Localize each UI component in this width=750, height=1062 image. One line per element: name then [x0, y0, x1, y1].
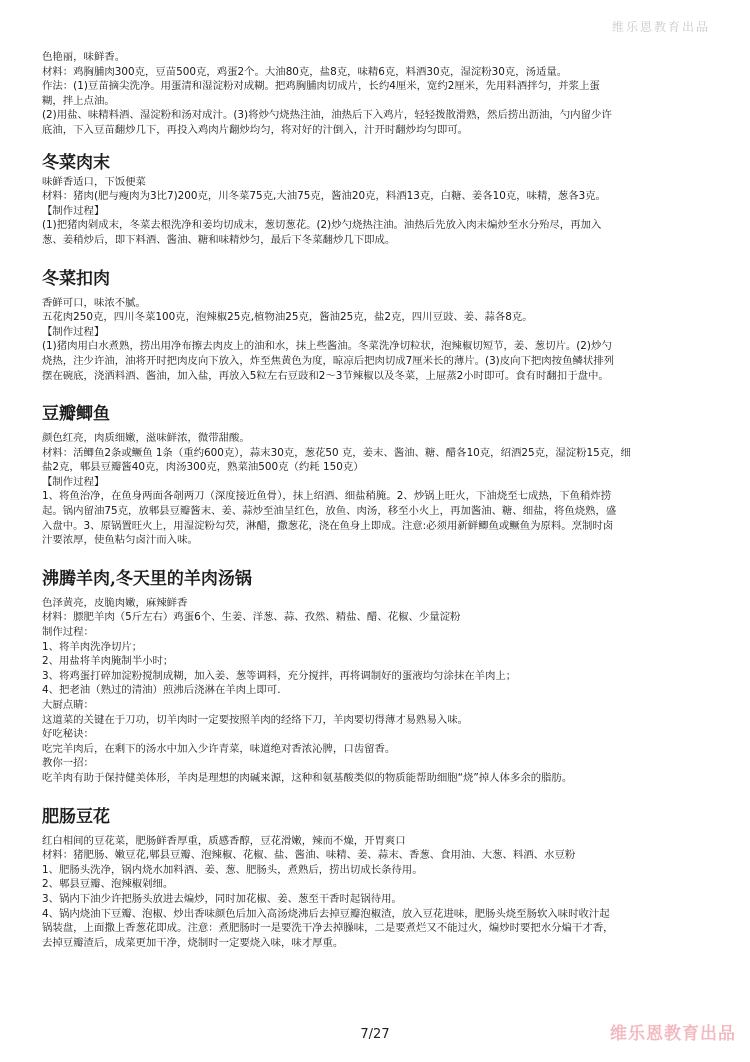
- recipe-line: 摆在碗底，浇洒料酒、酱油，加入盐，再放入5粒左右豆豉和2～3节辣椒以及冬菜，上屉蒸2小时即可。食有时翻扣于盘中。: [42, 369, 609, 382]
- recipe-line: (1)猪肉用白水煮熟，捞出用净布擦去肉皮上的油和水，抹上些酱油。冬菜洗净切粒状，泡辣椒切短节，姜、葱切片。(2)炒勺: [42, 340, 612, 353]
- recipe-line: 颜色红亮，肉质细嫩，滋味鲜浓，微带甜酸。: [42, 432, 250, 445]
- recipe-line: 烧热，注少许油，油将开时把肉皮向下放入，炸至焦黄色为度，晾凉后把肉切成7厘米长的薄片。(3)皮向下把肉按鱼鳞状排列: [42, 354, 615, 367]
- recipe-line: 起。锅内留油75克，放郫县豆瓣酱末、姜、蒜炒至油呈红色，放鱼、肉汤，移至小火上，再加酱油、糖、细盐，将鱼烧熟，盛: [42, 505, 617, 518]
- document-body: [42, 50, 712, 950]
- recipe-line: 汁要浓厚，使鱼粘匀卤汁而入味。: [42, 534, 198, 547]
- recipe-line: 去掉豆瓣渣后，成菜更加干净，烧制时一定要烧入味，味才厚重。: [42, 936, 344, 949]
- recipe-line: 制作过程：: [42, 626, 94, 639]
- recipe-line: 材料：猪肥肠、嫩豆花,郫县豆瓣、泡辣椒、花椒、盐、酱油、味精、姜、蒜末、香葱、食用油、大葱、料酒、水豆粉: [42, 849, 576, 862]
- recipe-line: 这道菜的关键在于刀功，切羊肉时一定要按照羊肉的经络下刀，羊肉要切得薄才易熟易入味。: [42, 713, 469, 726]
- watermark-bottom: 维乐恩教育出品: [610, 1024, 736, 1044]
- intro-paragraph: [42, 50, 712, 138]
- recipe-section-dongcai-kourou: [42, 267, 712, 384]
- recipe-title: 沸腾羊肉,冬天里的羊肉汤锅: [42, 568, 252, 589]
- recipe-line: 五花肉250克，四川冬菜100克，泡辣椒25克,植物油25克，酱油25克，盐2克，四川豆豉、姜、蒜各8克。: [42, 311, 533, 324]
- recipe-line: 3、将鸡蛋打碎加淀粉搅制成糊，加入姜、葱等调料，充分搅拌，再将调制好的蛋液均匀涂抹在羊肉上；: [42, 669, 517, 682]
- intro-line: (2)用盐、味精料酒、湿淀粉和汤对成汁。(3)将炒勺烧热注油，油热后下入鸡片，轻轻拨散滑熟，然后捞出沥油，勺内留少许: [42, 109, 612, 122]
- recipe-line: 入盘中。3、原锅置旺火上，用湿淀粉勾芡，淋醋，撒葱花，浇在鱼身上即成。注意:必须用新鲜鲫鱼或鳜鱼为原料。烹制时卤: [42, 519, 614, 532]
- recipe-line: 红白相间的豆花菜，肥肠鲜香厚重，质感香醇，豆花滑嫩，辣而不燥，开胃爽口: [42, 834, 406, 847]
- recipe-line: 教你一招：: [42, 757, 94, 770]
- recipe-line: 1、将羊肉洗净切片；: [42, 640, 143, 653]
- recipe-line: 吃羊肉有助于保持健美体形，羊肉是理想的肉碱来源，这种和氨基酸类似的物质能帮助细胞“烧”掉人体多余的脂肪。: [42, 771, 573, 784]
- recipe-title: 肥肠豆花: [42, 806, 110, 827]
- watermark-top: 维乐恩教育出品: [611, 20, 710, 34]
- recipe-section-douban-jiyu: [42, 402, 712, 548]
- recipe-line: 3、锅内下油少许把肠头放进去煸炒，同时加花椒、姜、葱至干香时起锅待用。: [42, 892, 402, 905]
- recipe-title: 冬菜肉末: [42, 152, 110, 173]
- recipe-line: 1、将鱼治净，在鱼身两面各剞两刀（深度接近鱼骨），抹上绍酒、细盐稍腌。2、炒锅上旺火，下油烧至七成热，下鱼稍炸捞: [42, 490, 612, 503]
- intro-line: 材料：鸡胸脯肉300克，豆苗500克，鸡蛋2个。大油80克，盐8克，味精6克，料酒30克，湿淀粉30克，汤适量。: [42, 65, 568, 78]
- recipe-line: 2、郫县豆瓣、泡辣椒剁细。: [42, 878, 174, 891]
- recipe-line: 【制作过程】: [42, 325, 105, 338]
- recipe-line: 2、用盐将羊肉腌制半小时；: [42, 655, 174, 668]
- recipe-title: 豆瓣鲫鱼: [42, 404, 110, 425]
- intro-line: 色艳丽，味鲜香。: [42, 51, 126, 63]
- recipe-line: 4、把老油（熟过的清油）煎沸后浇淋在羊肉上即可.: [42, 684, 281, 697]
- recipe-line: 1、肥肠头洗净，锅内烧水加料酒、姜、葱、肥肠头，煮熟后，捞出切成长条待用。: [42, 863, 423, 876]
- recipe-line: 好吃秘诀：: [42, 728, 94, 741]
- recipe-line: 材料：活鲫鱼2条或鳜鱼 1条（重约600克），蒜末30克，葱花50 克，姜末、酱油、糖、醋各10克，绍酒25克，湿淀粉15克，细: [42, 446, 631, 459]
- recipe-line: 吃完羊肉后，在剩下的汤水中加入少许青菜，味道绝对香浓沁脾，口齿留香。: [42, 742, 396, 755]
- recipe-line: 葱、姜稍炒后，即下料酒、酱油、糖和味精炒匀，最后下冬菜翻炒几下即成。: [42, 233, 396, 246]
- intro-line: 糊，拌上点油。: [42, 94, 115, 107]
- recipe-line: 材料：膘肥羊肉（5斤左右）鸡蛋6个、生姜、洋葱、蒜、孜然、精盐、醋、花椒、少量淀粉: [42, 611, 461, 624]
- intro-line: 作法：(1)豆苗摘尖洗净。用蛋清和湿淀粉对成糊。把鸡胸脯肉切成片，长约4厘米，宽约2厘米，先用料酒拌匀，并浆上蛋: [42, 80, 600, 93]
- recipe-line: 【制作过程】: [42, 204, 105, 217]
- recipe-title: 冬菜扣肉: [42, 268, 110, 289]
- recipe-line: 大厨点睛：: [42, 699, 94, 711]
- recipe-section-dongcai-roumo: [42, 151, 712, 248]
- recipe-line: 味鲜香适口，下饭便菜: [42, 175, 146, 188]
- recipe-line: 盐2克，郫县豆瓣酱40克，肉汤300克，熟菜油500克（约耗 150克）: [42, 461, 364, 474]
- recipe-line: 材料：猪肉(肥与瘦肉为3比7)200克，川冬菜75克,大油75克，酱油20克，料酒13克，白糖、姜各10克，味精，葱各3克。: [42, 190, 606, 203]
- recipe-line: 香鲜可口，味浓不腻。: [42, 296, 146, 309]
- recipe-line: (1)把猪肉剁成末，冬菜去根洗净和姜均切成末，葱切葱花。(2)炒勺烧热注油。油热后先放入肉末煸炒至水分殆尽，再加入: [42, 219, 602, 232]
- recipe-line: 锅装盘，上面撒上香葱花即成。注意：煮肥肠时一是要洗干净去掉臊味，二是要煮烂又不能过火，煸炒时要把水分煸干才香，: [42, 922, 614, 935]
- intro-line: 底油，下入豆苗翻炒几下，再投入鸡肉片翻炒均匀，将对好的汁倒入，汁开时翻炒均匀即可。: [42, 123, 469, 136]
- recipe-section-feichang-douhua: [42, 805, 712, 951]
- recipe-line: 4、锅内烧油下豆瓣、泡椒、炒出香味颜色后加入高汤烧沸后去掉豆瓣泡椒渣，放入豆花进味，肥肠头烧至肠软入味时收汁起: [42, 907, 610, 920]
- page-number: 7/27: [360, 1027, 390, 1042]
- recipe-section-feiteng-yangrou: [42, 567, 712, 786]
- recipe-line: 色泽黄亮，皮脆肉嫩，麻辣鲜香: [42, 596, 188, 609]
- recipe-line: 【制作过程】: [42, 475, 105, 488]
